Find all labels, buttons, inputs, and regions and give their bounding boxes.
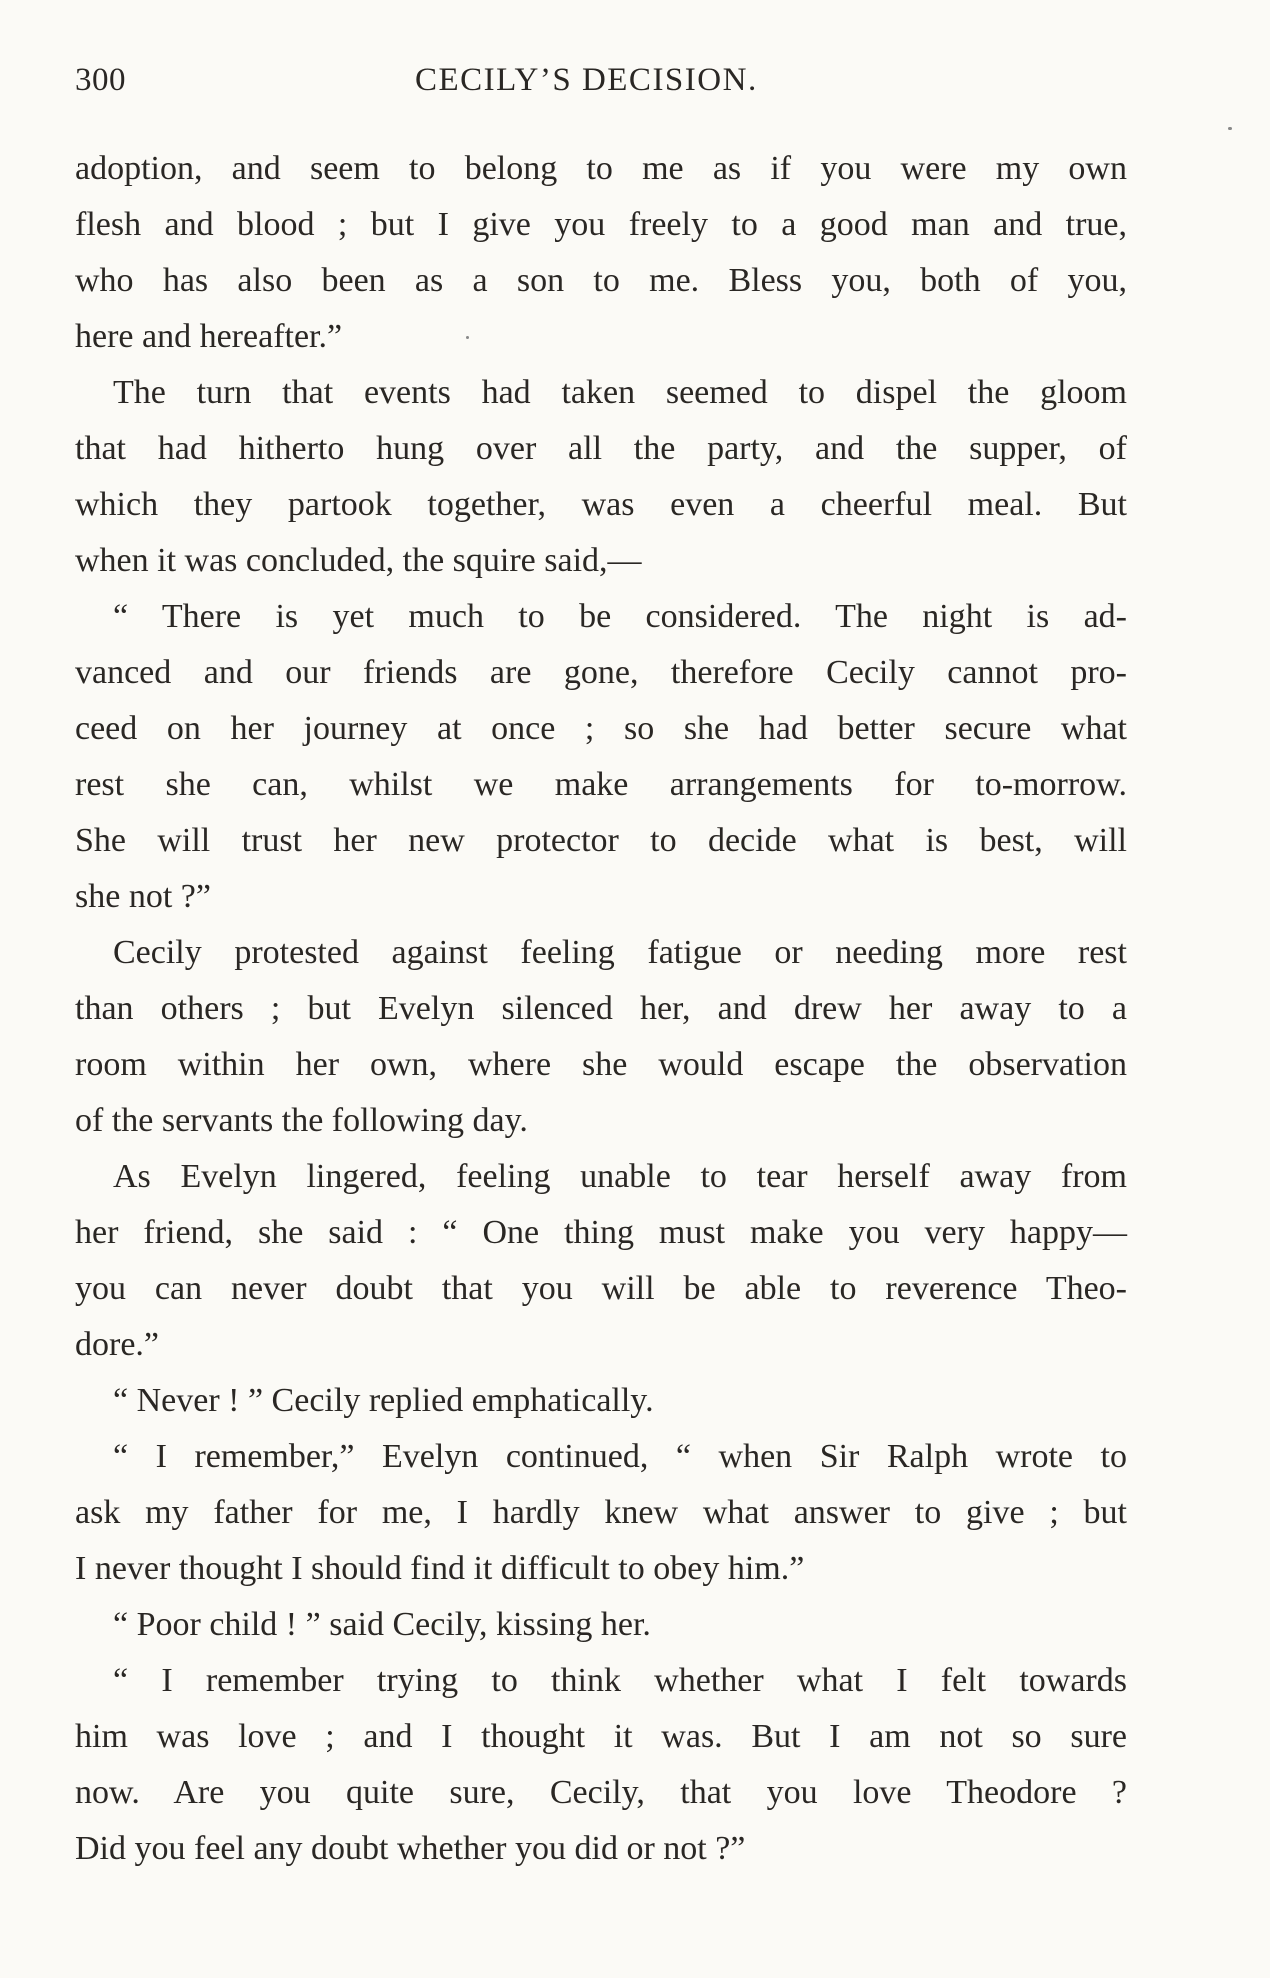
paragraph xyxy=(75,589,1127,925)
text-line: “ Never ! ” Cecily replied emphatically. xyxy=(113,1382,654,1419)
paper-speck xyxy=(466,336,469,339)
text-line: She will trust her new protector to decide what is best, will xyxy=(75,822,1127,859)
text-line: The turn that events had taken seemed to dispel the gloom xyxy=(113,374,1127,411)
text-line: than others ; but Evelyn silenced her, and drew her away to a xyxy=(75,990,1127,1027)
text-line: you can never doubt that you will be able to reverence Theo- xyxy=(75,1270,1127,1307)
text-line: flesh and blood ; but I give you freely to a good man and true, xyxy=(75,206,1127,243)
paragraph xyxy=(75,1597,1127,1653)
paragraph xyxy=(75,1653,1127,1877)
text-line: now. Are you quite sure, Cecily, that you love Theodore ? xyxy=(75,1774,1127,1811)
page-number: 300 xyxy=(75,62,126,98)
text-line: ceed on her journey at once ; so she had better secure what xyxy=(75,710,1127,747)
text-line: him was love ; and I thought it was. But I am not so sure xyxy=(75,1718,1127,1755)
text-line: here and hereafter.” xyxy=(75,318,343,355)
body-text xyxy=(75,141,1127,1877)
text-line: dore.” xyxy=(75,1326,160,1363)
paragraph xyxy=(75,141,1127,365)
text-line: “ I remember trying to think whether what I felt towards xyxy=(113,1662,1127,1699)
text-line: of the servants the following day. xyxy=(75,1102,528,1139)
page-header xyxy=(75,62,1127,110)
text-line: who has also been as a son to me. Bless you, both of you, xyxy=(75,262,1127,299)
text-line: As Evelyn lingered, feeling unable to tear herself away from xyxy=(113,1158,1127,1195)
text-line: that had hitherto hung over all the party, and the supper, of xyxy=(75,430,1127,467)
text-line: Cecily protested against feeling fatigue or needing more rest xyxy=(113,934,1127,971)
paragraph xyxy=(75,925,1127,1149)
text-line: when it was concluded, the squire said,— xyxy=(75,542,642,579)
text-line: she not ?” xyxy=(75,878,211,915)
text-line: “ I remember,” Evelyn continued, “ when Sir Ralph wrote to xyxy=(113,1438,1127,1475)
running-title: CECILY’S DECISION. xyxy=(415,62,758,98)
text-line: “ There is yet much to be considered. The night is ad- xyxy=(113,598,1127,635)
paragraph xyxy=(75,1373,1127,1429)
text-line: her friend, she said : “ One thing must make you very happy— xyxy=(75,1214,1127,1251)
paragraph xyxy=(75,365,1127,589)
paragraph xyxy=(75,1429,1127,1597)
text-line: which they partook together, was even a cheerful meal. But xyxy=(75,486,1127,523)
paper-speck xyxy=(1228,127,1232,130)
text-line: I never thought I should find it difficult to obey him.” xyxy=(75,1550,805,1587)
text-line: Did you feel any doubt whether you did or not ?” xyxy=(75,1830,746,1867)
paragraph xyxy=(75,1149,1127,1373)
text-line: rest she can, whilst we make arrangements for to-morrow. xyxy=(75,766,1127,803)
text-line: room within her own, where she would escape the observation xyxy=(75,1046,1127,1083)
text-line: vanced and our friends are gone, therefore Cecily cannot pro- xyxy=(75,654,1127,691)
text-line: ask my father for me, I hardly knew what answer to give ; but xyxy=(75,1494,1127,1531)
text-line: “ Poor child ! ” said Cecily, kissing her. xyxy=(113,1606,651,1643)
text-line: adoption, and seem to belong to me as if you were my own xyxy=(75,150,1127,187)
